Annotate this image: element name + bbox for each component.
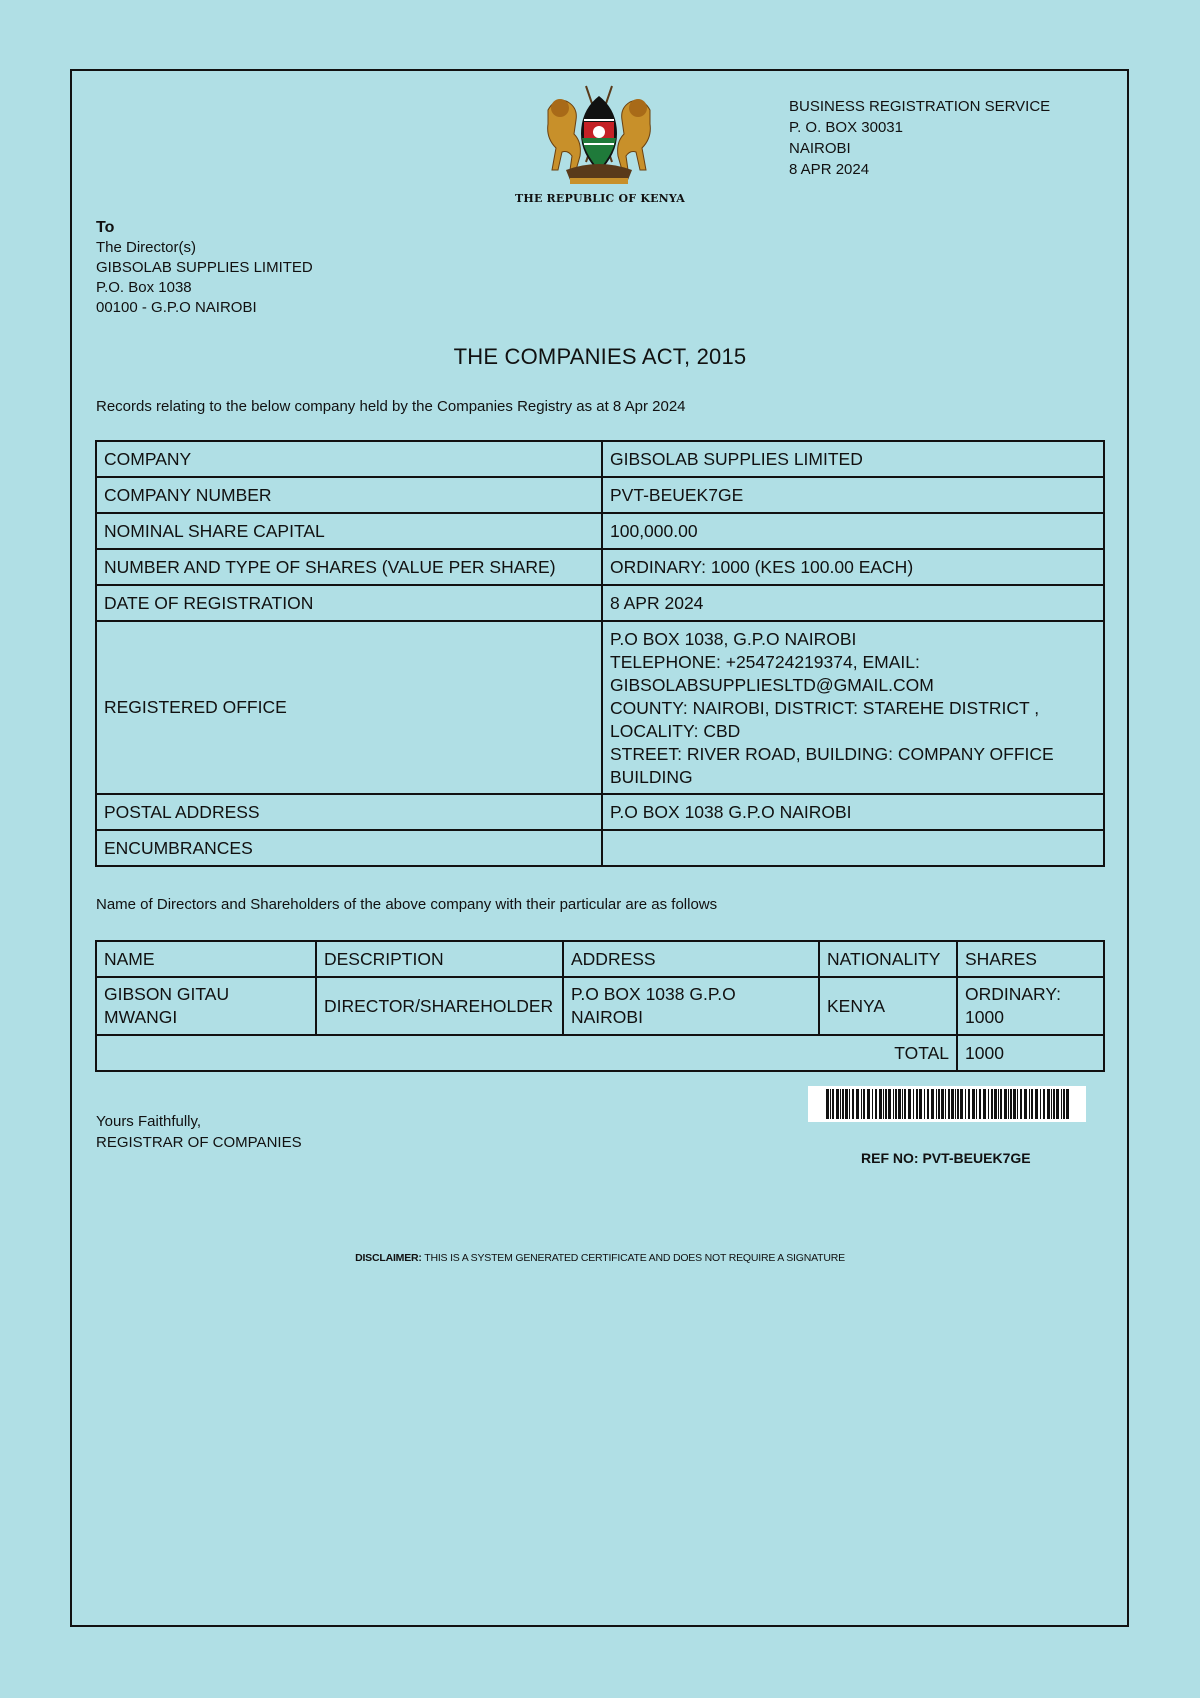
recipient-address <box>96 218 313 318</box>
table-row <box>96 621 1104 794</box>
disclaimer <box>0 1252 1200 1264</box>
info-value <box>602 830 1104 866</box>
barcode-bar <box>888 1089 891 1119</box>
barcode-bar <box>875 1089 877 1119</box>
info-value: PVT-BEUEK7GE <box>602 477 1104 513</box>
republic-caption: THE REPUBLIC OF KENYA <box>514 192 686 205</box>
barcode-bar <box>830 1089 831 1119</box>
barcode-bar <box>849 1089 850 1119</box>
barcode-bar <box>931 1089 934 1119</box>
director-nationality: KENYA <box>819 977 957 1035</box>
column-header: DESCRIPTION <box>316 941 563 977</box>
directors-table <box>95 940 1105 1072</box>
barcode-bar <box>968 1089 970 1119</box>
barcode-bar <box>872 1089 873 1119</box>
column-header: NAME <box>96 941 316 977</box>
office-line: LOCALITY: CBD <box>610 721 741 741</box>
director-description: DIRECTOR/SHAREHOLDER <box>316 977 563 1035</box>
barcode-bar <box>904 1089 906 1119</box>
table-row <box>96 585 1104 621</box>
barcode-bar <box>960 1089 963 1119</box>
barcode-bar <box>893 1089 894 1119</box>
info-label: ENCUMBRANCES <box>96 830 602 866</box>
records-intro: Records relating to the below company held by the Companies Registry as at 8 Apr 2024 <box>96 398 686 415</box>
company-info-table <box>95 440 1105 867</box>
barcode-bar <box>856 1089 859 1119</box>
total-row <box>96 1035 1104 1071</box>
kenya-coat-of-arms-icon <box>540 82 658 188</box>
table-header-row <box>96 941 1104 977</box>
disclaimer-label: DISCLAIMER: <box>355 1252 422 1264</box>
recipient-line: 00100 - G.P.O NAIROBI <box>96 299 257 316</box>
director-shares <box>957 977 1104 1035</box>
office-line: GIBSOLABSUPPLIESLTD@GMAIL.COM <box>610 675 934 695</box>
barcode-bar <box>936 1089 937 1119</box>
barcode-bar <box>994 1089 997 1119</box>
disclaimer-text: THIS IS A SYSTEM GENERATED CERTIFICATE AND DOES NOT REQUIRE A SIGNATURE <box>421 1252 845 1264</box>
info-value: ORDINARY: 1000 (KES 100.00 EACH) <box>602 549 1104 585</box>
office-line: P.O BOX 1038, G.P.O NAIROBI <box>610 629 857 649</box>
barcode-bar <box>927 1089 929 1119</box>
barcode-bar <box>1004 1089 1007 1119</box>
closing-line: Yours Faithfully, <box>96 1113 202 1130</box>
column-header: SHARES <box>957 941 1104 977</box>
barcode-bar <box>955 1089 956 1119</box>
info-value: P.O BOX 1038 G.P.O NAIROBI <box>602 794 1104 830</box>
barcode-bar <box>1063 1089 1065 1119</box>
barcode-bar <box>1000 1089 1002 1119</box>
office-line: COUNTY: NAIROBI, DISTRICT: STAREHE DISTRICT , <box>610 698 1040 718</box>
name-line: GIBSON GITAU <box>104 984 230 1004</box>
barcode-bar <box>948 1089 950 1119</box>
barcode-bar <box>957 1089 959 1119</box>
address-line: NAIROBI <box>571 1007 643 1027</box>
info-label: REGISTERED OFFICE <box>96 621 602 794</box>
barcode-bar <box>1053 1089 1055 1119</box>
barcode-bar <box>924 1089 925 1119</box>
issuer-line: NAIROBI <box>789 140 851 157</box>
barcode-bar <box>919 1089 922 1119</box>
table-row <box>96 794 1104 830</box>
recipient-line: P.O. Box 1038 <box>96 279 192 296</box>
barcode-bar <box>916 1089 918 1119</box>
barcode-bar <box>941 1089 944 1119</box>
table-row <box>96 513 1104 549</box>
recipient-line: GIBSOLAB SUPPLIES LIMITED <box>96 259 313 276</box>
info-label: COMPANY <box>96 441 602 477</box>
barcode-bar <box>1013 1089 1016 1119</box>
closing-block <box>96 1111 302 1153</box>
barcode-bar <box>840 1089 841 1119</box>
barcode-bar <box>1061 1089 1062 1119</box>
info-label: COMPANY NUMBER <box>96 477 602 513</box>
barcode-bar <box>1029 1089 1030 1119</box>
director-name <box>96 977 316 1035</box>
address-line: P.O BOX 1038 G.P.O <box>571 984 736 1004</box>
barcode-bar <box>1031 1089 1033 1119</box>
table-row <box>96 549 1104 585</box>
column-header: ADDRESS <box>563 941 819 977</box>
barcode-bar <box>998 1089 999 1119</box>
document-title: THE COMPANIES ACT, 2015 <box>453 344 747 369</box>
info-label: POSTAL ADDRESS <box>96 794 602 830</box>
barcode-bar <box>861 1089 862 1119</box>
barcode-bar <box>852 1089 854 1119</box>
barcode-bar <box>867 1089 870 1119</box>
director-address <box>563 977 819 1035</box>
issuer-line: P. O. BOX 30031 <box>789 119 903 136</box>
shares-line: ORDINARY: <box>965 984 1061 1004</box>
table-row <box>96 830 1104 866</box>
barcode-bar <box>983 1089 986 1119</box>
barcode-bar <box>895 1089 897 1119</box>
barcode-bar <box>826 1089 829 1119</box>
table-row <box>96 477 1104 513</box>
info-value: GIBSOLAB SUPPLIES LIMITED <box>602 441 1104 477</box>
barcode-bar <box>945 1089 946 1119</box>
office-line: BUILDING <box>610 767 693 787</box>
info-label: NUMBER AND TYPE OF SHARES (VALUE PER SHARE) <box>96 549 602 585</box>
barcode-bar <box>979 1089 981 1119</box>
barcode-bar <box>991 1089 993 1119</box>
info-value: 8 APR 2024 <box>602 585 1104 621</box>
registered-office-value <box>602 621 1104 794</box>
column-header: NATIONALITY <box>819 941 957 977</box>
barcode-bar <box>913 1089 914 1119</box>
issue-date: 8 APR 2024 <box>789 161 870 178</box>
total-value: 1000 <box>957 1035 1104 1071</box>
barcode-bar <box>1056 1089 1059 1119</box>
barcode-bar <box>1010 1089 1012 1119</box>
barcode-bar <box>951 1089 954 1119</box>
registrar-title: REGISTRAR OF COMPANIES <box>96 1134 302 1151</box>
barcode-bar <box>1024 1089 1027 1119</box>
info-value: 100,000.00 <box>602 513 1104 549</box>
barcode-bar <box>938 1089 940 1119</box>
barcode-bar <box>972 1089 975 1119</box>
barcode-bar <box>1008 1089 1009 1119</box>
barcode-bar <box>842 1089 844 1119</box>
issuer-line: BUSINESS REGISTRATION SERVICE <box>789 98 1051 115</box>
barcode-bar <box>879 1089 882 1119</box>
barcode-bar <box>1043 1089 1045 1119</box>
recipient-line: The Director(s) <box>96 239 197 256</box>
info-label: DATE OF REGISTRATION <box>96 585 602 621</box>
barcode-bar <box>976 1089 977 1119</box>
barcode-icon <box>808 1086 1086 1122</box>
shares-line: 1000 <box>965 1007 1004 1027</box>
table-row <box>96 441 1104 477</box>
barcode-bar <box>1020 1089 1022 1119</box>
barcode-bar <box>965 1089 966 1119</box>
barcode-bar <box>898 1089 901 1119</box>
table-row <box>96 977 1104 1035</box>
directors-intro: Name of Directors and Shareholders of the above company with their particular are as follows <box>96 896 718 913</box>
barcode-bar <box>883 1089 884 1119</box>
reference-number: REF NO: PVT-BEUEK7GE <box>861 1150 1031 1166</box>
barcode-bar <box>988 1089 989 1119</box>
issuer-address <box>789 96 1050 180</box>
barcode-bar <box>1017 1089 1018 1119</box>
barcode-bar <box>1035 1089 1038 1119</box>
barcode-bar <box>832 1089 834 1119</box>
barcode-bar <box>885 1089 887 1119</box>
barcode-bar <box>1051 1089 1052 1119</box>
barcode-bar <box>1066 1089 1069 1119</box>
total-label: TOTAL <box>96 1035 957 1071</box>
barcode-bar <box>836 1089 839 1119</box>
name-line: MWANGI <box>104 1007 178 1027</box>
barcode-bar <box>902 1089 903 1119</box>
barcode-bar <box>1047 1089 1050 1119</box>
barcode-bar <box>845 1089 848 1119</box>
office-line: STREET: RIVER ROAD, BUILDING: COMPANY OFFICE <box>610 744 1054 764</box>
to-label: To <box>96 219 115 236</box>
barcode-bar <box>908 1089 911 1119</box>
barcode-bar <box>863 1089 865 1119</box>
info-label: NOMINAL SHARE CAPITAL <box>96 513 602 549</box>
barcode-bar <box>1040 1089 1041 1119</box>
office-line: TELEPHONE: +254724219374, EMAIL: <box>610 652 920 672</box>
